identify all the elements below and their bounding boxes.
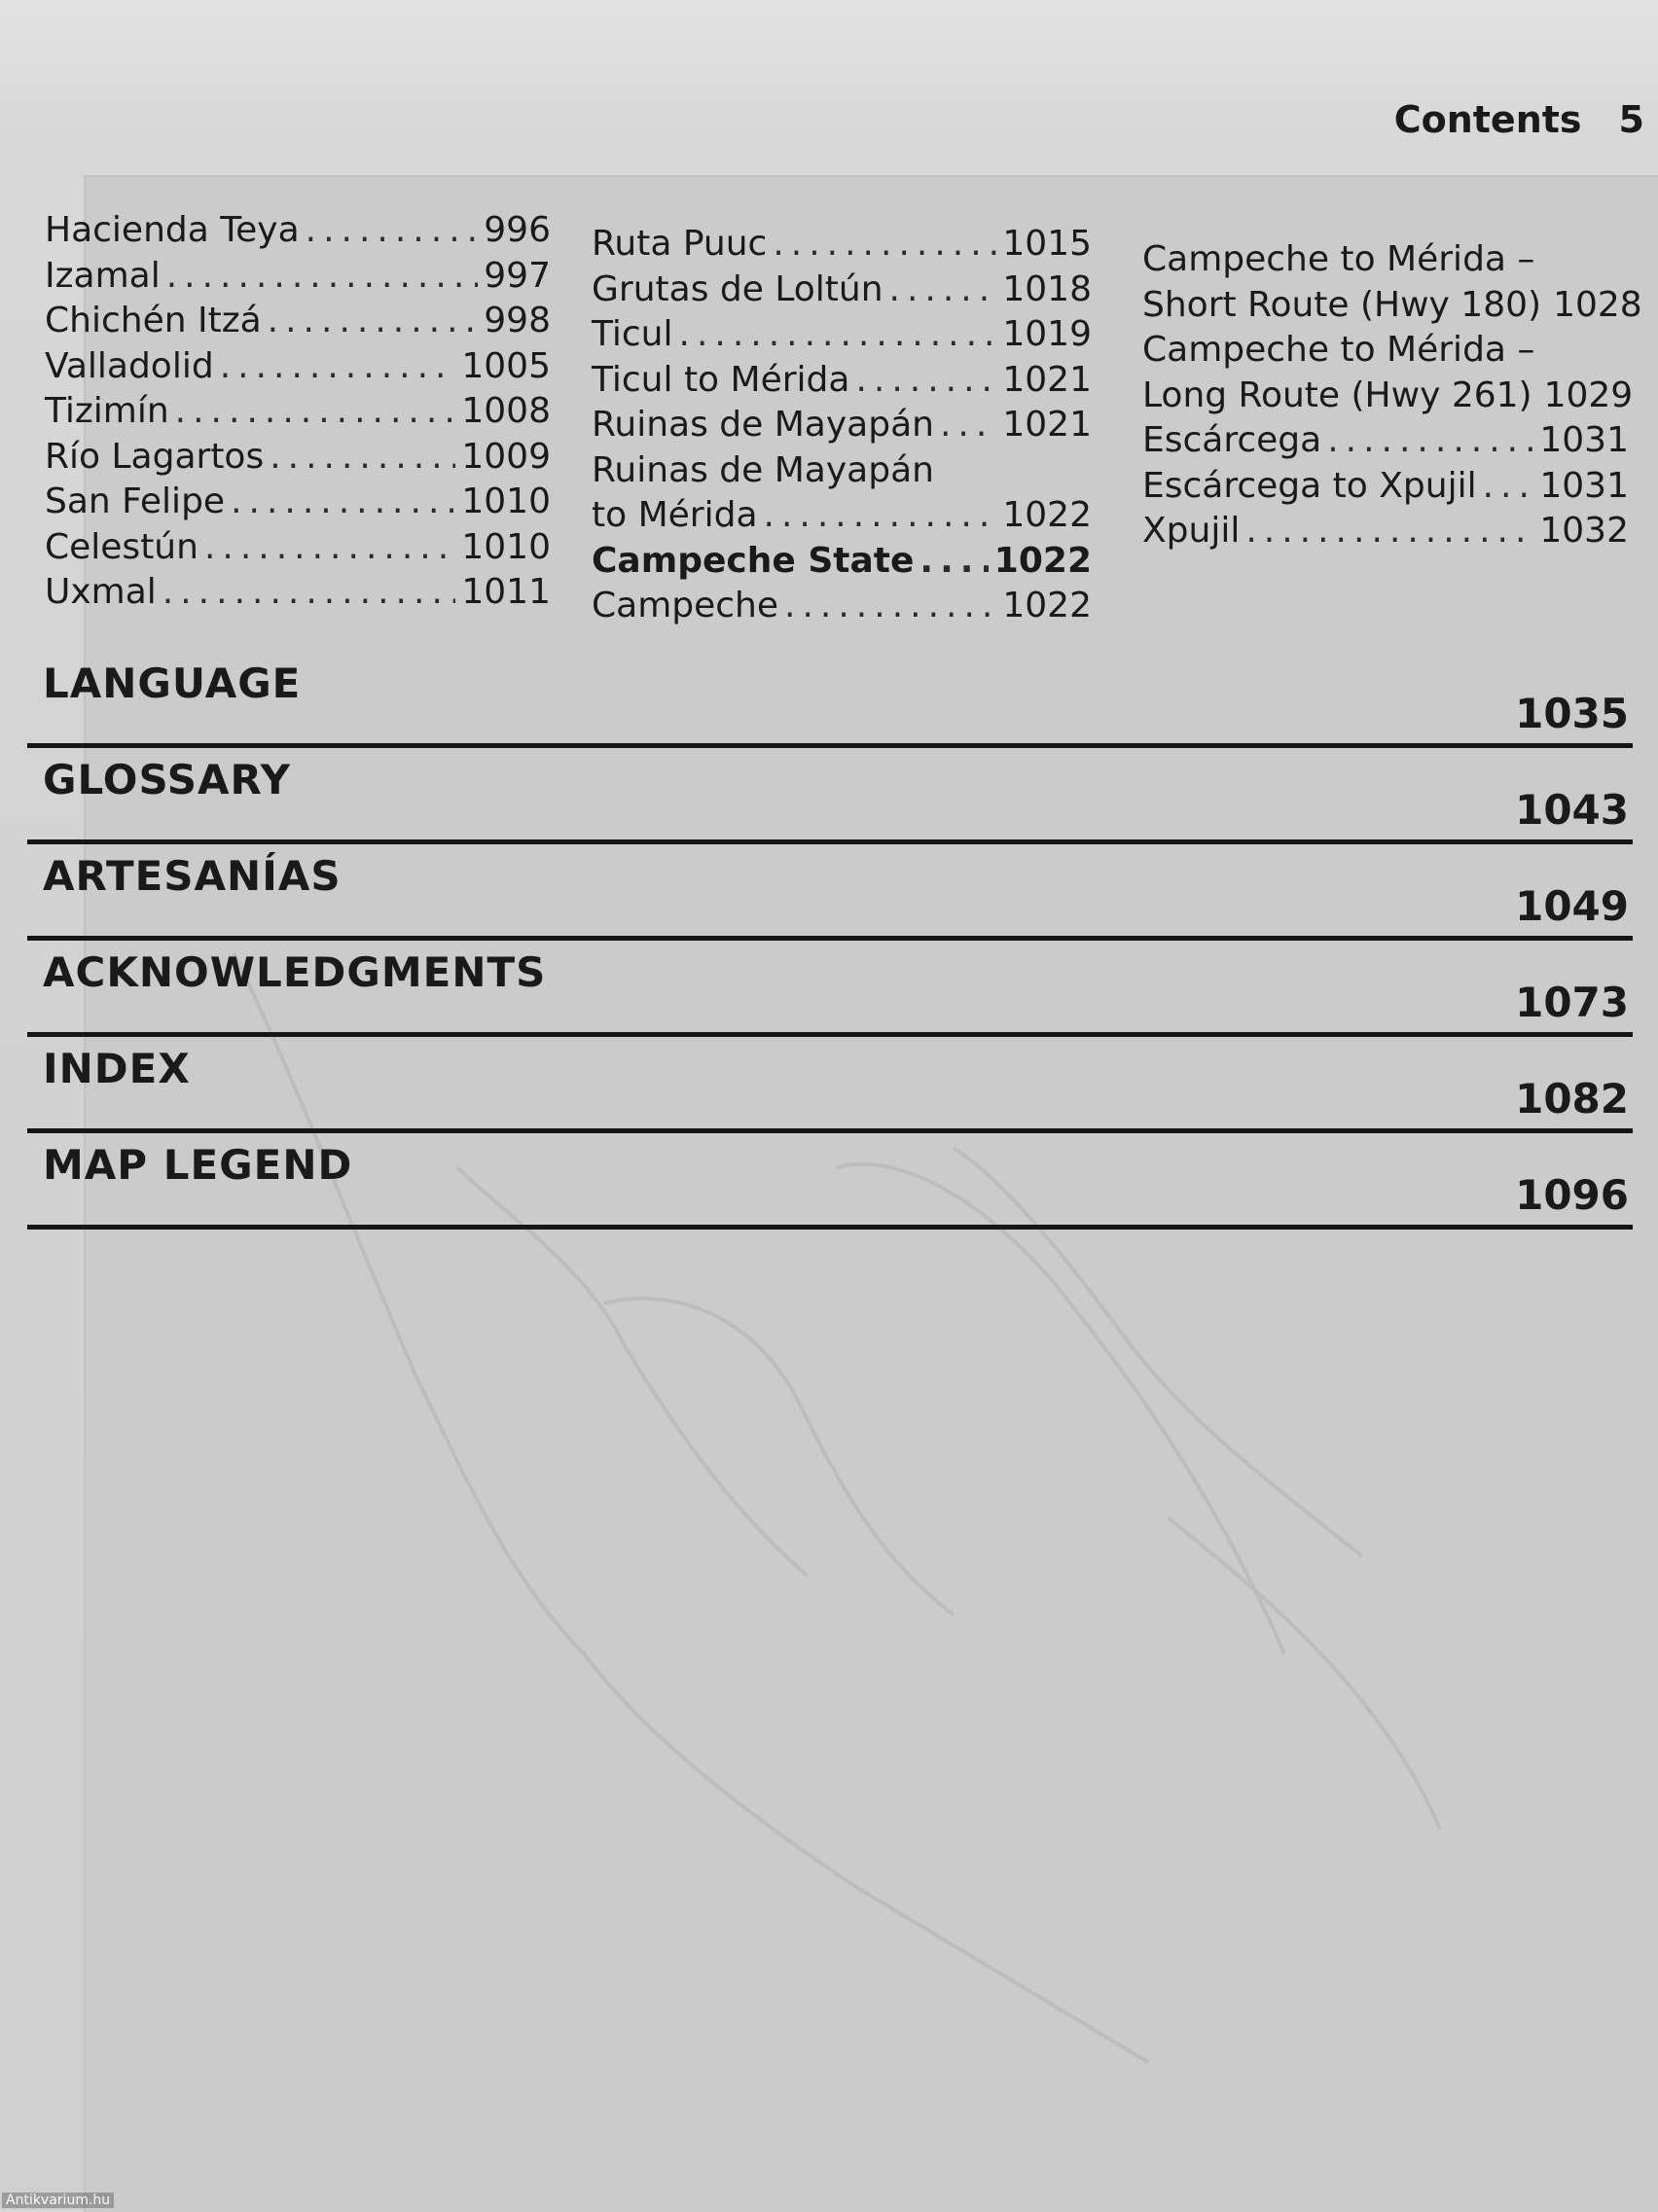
toc-entry-label: Tizimín bbox=[45, 391, 169, 431]
toc-section-language bbox=[27, 652, 1633, 748]
toc-entry-page: 1028 bbox=[1553, 284, 1642, 325]
toc-entry-label: Ruta Puuc bbox=[592, 224, 768, 264]
toc-entry bbox=[45, 299, 551, 344]
dot-leader bbox=[204, 525, 455, 571]
toc-column-3 bbox=[1142, 237, 1642, 554]
toc-entry-label: Campeche bbox=[592, 586, 779, 625]
toc-entry-label: Hacienda Teya bbox=[45, 210, 300, 250]
toc-entry bbox=[592, 539, 1092, 585]
toc-section-acknowledgments bbox=[27, 941, 1633, 1037]
dot-leader bbox=[940, 403, 996, 448]
toc-entry-label: Short Route (Hwy 180) bbox=[1142, 284, 1542, 325]
toc-entry-page: 1029 bbox=[1543, 375, 1634, 415]
toc-entry-page: 1021 bbox=[1002, 359, 1092, 400]
toc-entry-label: Izamal bbox=[45, 255, 161, 296]
toc-entry-page: 997 bbox=[484, 255, 551, 296]
toc-entry bbox=[45, 525, 551, 571]
toc-entry-page: 1031 bbox=[1539, 465, 1629, 506]
toc-entry-page: 1019 bbox=[1002, 314, 1092, 354]
toc-entry bbox=[592, 312, 1092, 358]
toc-entry-label: Uxmal bbox=[45, 572, 157, 612]
section-title: LANGUAGE bbox=[43, 660, 302, 707]
toc-entry-page: 1005 bbox=[461, 345, 551, 386]
toc-entry-page: 1022 bbox=[1002, 586, 1092, 625]
toc-entry-page: 1009 bbox=[461, 436, 551, 477]
toc-entry bbox=[592, 448, 1092, 494]
section-page: 1043 bbox=[1515, 786, 1629, 834]
section-page: 1073 bbox=[1515, 979, 1629, 1026]
section-page: 1096 bbox=[1515, 1171, 1629, 1219]
dot-leader bbox=[784, 584, 996, 629]
toc-entry-label: Valladolid bbox=[45, 345, 214, 386]
toc-entry bbox=[592, 358, 1092, 404]
toc-entry-page: 1011 bbox=[461, 572, 551, 612]
toc-column-2 bbox=[592, 222, 1092, 629]
toc-entry-page: 996 bbox=[484, 210, 551, 250]
toc-entry-label: Ticul to Mérida bbox=[592, 359, 850, 400]
toc-entry-page: 1015 bbox=[1002, 224, 1092, 264]
toc-entry-page: 1032 bbox=[1539, 511, 1629, 551]
toc-entry bbox=[45, 208, 551, 254]
toc-entry bbox=[1142, 418, 1629, 464]
toc-entry bbox=[592, 584, 1092, 629]
toc-entry bbox=[45, 435, 551, 481]
toc-entry bbox=[45, 344, 551, 390]
dot-leader bbox=[773, 222, 996, 268]
section-title: INDEX bbox=[43, 1045, 191, 1092]
toc-entry-label: Grutas de Loltún bbox=[592, 268, 883, 309]
toc-section-map-legend bbox=[27, 1133, 1633, 1230]
toc-column-1 bbox=[45, 208, 551, 616]
toc-entry-page: 1031 bbox=[1539, 420, 1629, 460]
dot-leader bbox=[175, 389, 456, 435]
dot-leader bbox=[1483, 464, 1534, 510]
toc-entry bbox=[45, 570, 551, 616]
toc-entry bbox=[1142, 237, 1629, 283]
toc-entry-page: 1022 bbox=[1002, 495, 1092, 535]
section-title: GLOSSARY bbox=[43, 756, 292, 803]
dot-leader bbox=[231, 480, 455, 525]
toc-entry-page: 1018 bbox=[1002, 268, 1092, 309]
toc-entry bbox=[45, 389, 551, 435]
toc-section-glossary bbox=[27, 748, 1633, 844]
dot-leader bbox=[162, 570, 456, 616]
dot-leader bbox=[1327, 418, 1533, 464]
toc-entry bbox=[45, 254, 551, 300]
dot-leader bbox=[220, 344, 456, 390]
section-page: 1049 bbox=[1515, 882, 1629, 930]
toc-entry-label: Escárcega to Xpujil bbox=[1142, 465, 1477, 506]
toc-entry bbox=[1142, 374, 1634, 419]
watermark-text: Antikvarium.hu bbox=[2, 2193, 114, 2208]
section-page: 1035 bbox=[1515, 690, 1629, 737]
toc-entry-label: Río Lagartos bbox=[45, 436, 265, 477]
toc-entry-page: 1010 bbox=[461, 482, 551, 521]
toc-entry-label: Ruinas de Mayapán bbox=[592, 405, 934, 445]
toc-entry bbox=[592, 493, 1092, 539]
dot-leader bbox=[268, 299, 479, 344]
toc-entry-page: 998 bbox=[484, 301, 551, 340]
dot-leader bbox=[166, 254, 479, 300]
toc-entry-label: Xpujil bbox=[1142, 511, 1241, 551]
toc-entry-label: Campeche to Mérida – bbox=[1142, 239, 1535, 279]
toc-section-artesan-as bbox=[27, 844, 1633, 941]
toc-entry bbox=[1142, 283, 1642, 329]
toc-entry-label: Chichén Itzá bbox=[45, 301, 262, 340]
toc-entry bbox=[1142, 464, 1629, 510]
toc-entry-label: Campeche to Mérida – bbox=[1142, 330, 1535, 370]
section-title: MAP LEGEND bbox=[43, 1141, 353, 1189]
toc-entry bbox=[1142, 509, 1629, 554]
section-title: ACKNOWLEDGMENTS bbox=[43, 948, 547, 996]
running-header bbox=[1394, 95, 1644, 144]
toc-entry-page: 1010 bbox=[461, 526, 551, 567]
toc-sections bbox=[27, 652, 1633, 1230]
header-title: Contents bbox=[1393, 98, 1582, 141]
header-page-number: 5 bbox=[1618, 98, 1644, 141]
toc-entry-label: Celestún bbox=[45, 526, 198, 567]
toc-entry-page: 1021 bbox=[1002, 405, 1092, 445]
dot-leader bbox=[855, 358, 996, 404]
toc-entry-label: Ruinas de Mayapán bbox=[592, 449, 934, 490]
toc-entry bbox=[1142, 328, 1629, 374]
toc-entry-page: 1008 bbox=[461, 391, 551, 431]
toc-section-index bbox=[27, 1037, 1633, 1133]
toc-entry-label: Long Route (Hwy 261) bbox=[1142, 375, 1532, 415]
dot-leader bbox=[306, 208, 479, 254]
toc-entry-label: to Mérida bbox=[592, 495, 758, 535]
dot-leader bbox=[889, 268, 997, 313]
dot-leader bbox=[919, 539, 988, 585]
toc-entry bbox=[592, 222, 1092, 268]
dot-leader bbox=[270, 435, 455, 481]
section-page: 1082 bbox=[1515, 1075, 1629, 1123]
dot-leader bbox=[679, 312, 997, 358]
toc-entry bbox=[592, 268, 1092, 313]
dot-leader bbox=[764, 493, 997, 539]
toc-entry-label: Campeche State bbox=[592, 540, 915, 581]
section-title: ARTESANÍAS bbox=[43, 852, 342, 900]
toc-entry-label: Escárcega bbox=[1142, 420, 1322, 460]
toc-entry-label: San Felipe bbox=[45, 482, 226, 521]
toc-entry-page: 1022 bbox=[993, 540, 1092, 581]
toc-entry-label: Ticul bbox=[592, 314, 673, 354]
toc-entry bbox=[45, 480, 551, 525]
toc-entry bbox=[592, 403, 1092, 448]
dot-leader bbox=[1245, 509, 1533, 554]
